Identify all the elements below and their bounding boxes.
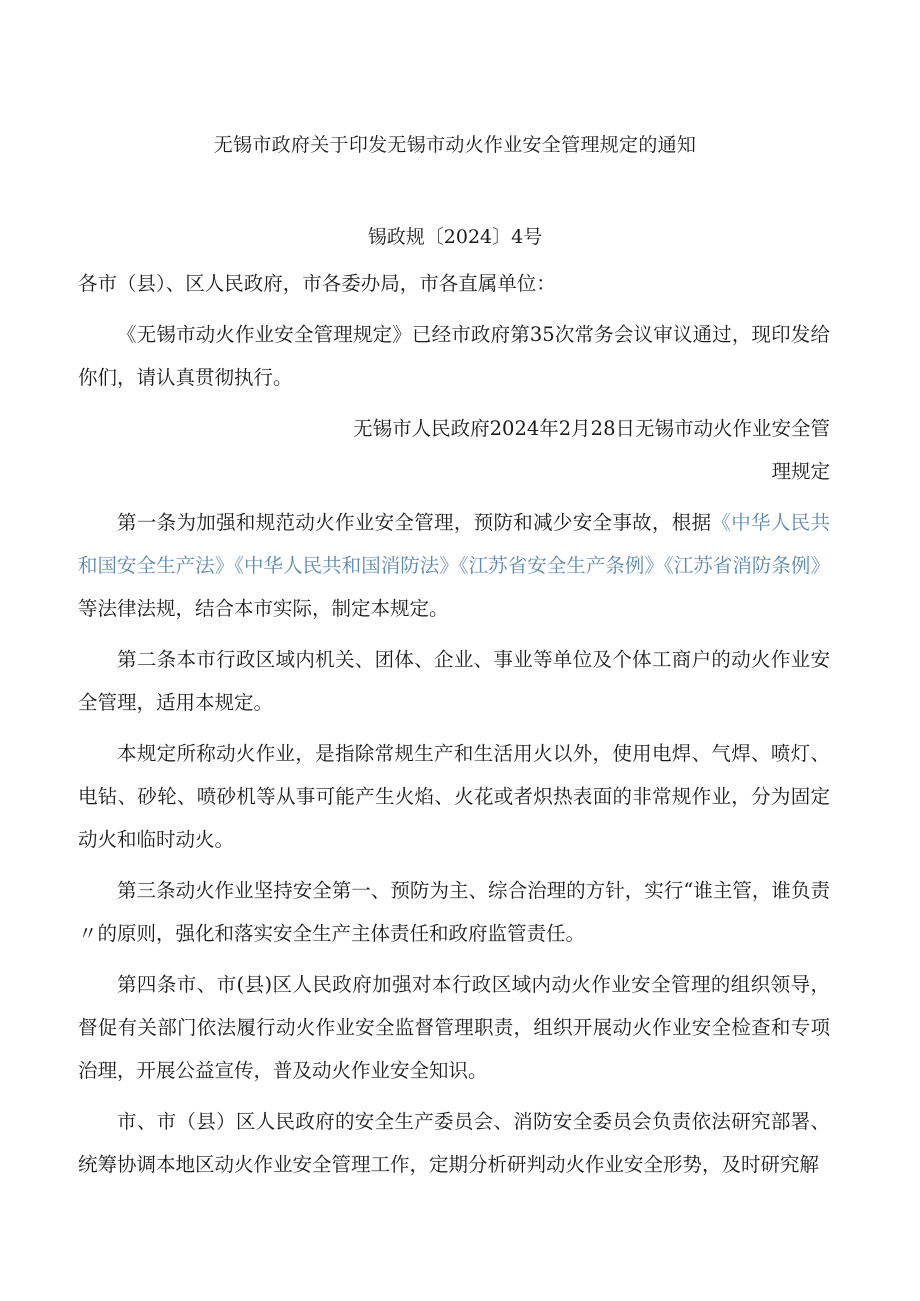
addressee-line: 各市（县）、区人民政府，市各委办局，市各直属单位：	[78, 272, 556, 295]
article-1-prefix: 第一条为加强和规范动火作业安全管理，预防和减少安全事故，根据	[117, 511, 712, 534]
law-link-jiangsu-fire-regulation[interactable]: 《江苏省消防条例》	[663, 554, 830, 577]
article-3: 第三条动火作业坚持安全第一、预防为主、综合治理的方针，实行“谁主管，谁负责〃的原则，强化和落实安全生产主体责任和政府监管责任。	[78, 879, 830, 945]
article-4: 第四条市、市(县)区人民政府加强对本行政区域内动火作业安全管理的组织领导，督促有关部门依法履行动火作业安全监督管理职责，组织开展动火作业安全检查和专项治理，开展公益宣传，普及动火作业安全知识。	[78, 973, 830, 1082]
signature-line: 无锡市人民政府2024年2月28日无锡市动火作业安全管	[353, 417, 830, 440]
law-link-fire-protection-law[interactable]: 《中华人民共和国消防法》	[234, 554, 459, 577]
document-number: 锡政规〔2024〕4号	[367, 226, 543, 248]
regulation-title-continuation: 理规定	[771, 460, 830, 483]
definition-paragraph: 本规定所称动火作业，是指除常规生产和生活用火以外，使用电焊、气焊、喷灯、电钻、砂轮、喷砂机等从事可能产生火焰、火花或者炽热表面的非常规作业，分为固定动火和临时动火。	[78, 742, 830, 851]
document-title: 无锡市政府关于印发无锡市动火作业安全管理规定的通知	[213, 134, 697, 156]
document-body	[78, 262, 830, 1194]
article-2: 第二条本市行政区域内机关、团体、企业、事业等单位及个体工商户的动火作业安全管理，适用本规定。	[78, 648, 830, 714]
law-link-jiangsu-safety-regulation[interactable]: 《江苏省安全生产条例》	[458, 554, 664, 577]
notice-paragraph: 《无锡市动火作业安全管理规定》已经市政府第35次常务会议审议通过，现印发给你们，请认真贯彻执行。	[78, 323, 830, 389]
committee-paragraph: 市、市（县）区人民政府的安全生产委员会、消防安全委员会负责依法研究部署、统筹协调本地区动火作业安全管理工作，定期分析研判动火作业安全形势，及时研究解	[78, 1110, 830, 1176]
law-link-safety-production-law[interactable]: 《中华人民共和国安全生产法》	[78, 511, 830, 577]
article-1-suffix: 等法律法规，结合本市实际，制定本规定。	[78, 597, 449, 620]
article-1	[78, 501, 830, 630]
